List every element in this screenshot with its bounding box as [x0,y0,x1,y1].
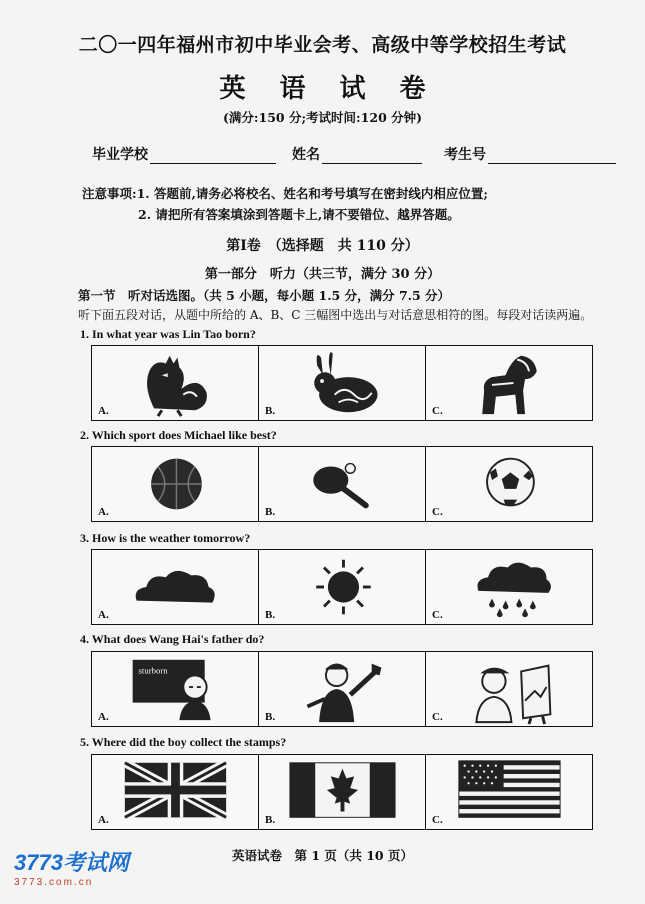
option-label: C. [432,814,443,826]
option-label: A. [98,814,109,826]
q4-option-c[interactable] [426,652,592,726]
option-label: B. [265,405,276,417]
question-5-options [91,754,593,830]
option-label: B. [265,506,276,518]
soccer-ball-icon [426,447,592,521]
option-label: C. [432,711,443,723]
option-label: B. [265,814,276,826]
question-3: 3. How is the weather tomorrow? [80,531,251,545]
q3-option-b[interactable] [259,550,426,624]
us-flag-icon [426,755,592,829]
option-label: C. [432,405,443,417]
option-label: A. [98,506,109,518]
name-label: 姓名 [292,147,320,163]
mechanic-icon [259,652,425,726]
exam-meta: (满分:150 分;考试时间:120 分钟) [222,110,423,125]
watermark-name: 3773考试网 [14,850,129,875]
uk-flag-icon [92,755,258,829]
notice-line-1: 注意事项:1. 答题前,请务必将校名、姓名和考号填写在密封线内相应位置; [82,186,488,201]
page-footer: 英语试卷 第 1 页（共 10 页） [231,848,413,863]
blackboard-text: sturborn [138,665,168,676]
school-blank [150,149,276,164]
ping-pong-paddle-icon [259,447,425,521]
rain-cloud-icon [426,550,592,624]
rooster-icon [92,346,258,420]
option-label: B. [265,711,276,723]
q4-option-b[interactable] [259,652,426,726]
option-label: A. [98,609,109,621]
option-label: B. [265,609,276,621]
q1-option-a[interactable] [92,346,259,420]
q5-option-b[interactable] [259,755,426,829]
q5-option-a[interactable] [92,755,259,829]
teacher-icon [92,652,258,726]
subject-title: 英语试卷 [219,74,460,104]
cloud-icon [92,550,258,624]
painter-icon [426,652,592,726]
exam-no-blank [488,149,616,164]
question-4-options [91,651,593,727]
sun-icon [259,550,425,624]
name-field [292,144,422,164]
instructions: 听下面五段对话，从题中所给的 A、B、C 三幅图中选出与对话意思相符的图。每段对话读两遍。 [78,308,593,322]
watermark-logo [14,846,129,888]
section-title: 第一节 听对话选图。（共 5 小题，每小题 1.5 分，满分 7.5 分） [78,288,451,303]
part-title: 第一部分 听力（共三节，满分 30 分） [204,267,441,282]
school-field [92,144,276,164]
question-1: 1. In what year was Lin Tao born? [80,327,256,341]
exam-no-field [444,144,616,164]
rabbit-icon [259,346,425,420]
question-3-options [91,549,593,625]
canada-flag-icon [259,755,425,829]
exam-title: 二〇一四年福州市初中毕业会考、高级中等学校招生考试 [78,34,567,56]
watermark-url: 3773.com.cn [14,877,94,888]
volume-title: 第Ⅰ卷 （选择题 共 110 分） [226,238,419,254]
option-label: A. [98,405,109,417]
option-label: C. [432,609,443,621]
q2-option-a[interactable] [92,447,259,521]
q3-option-a[interactable] [92,550,259,624]
basketball-icon [92,447,258,521]
q5-option-c[interactable] [426,755,592,829]
question-2-options [91,446,593,522]
q1-option-c[interactable] [426,346,592,420]
exam-no-label: 考生号 [444,147,486,163]
q2-option-b[interactable] [259,447,426,521]
question-1-options [91,345,593,421]
option-label: A. [98,711,109,723]
q1-option-b[interactable] [259,346,426,420]
notice-line-2: 2. 请把所有答案填涂到答题卡上,请不要错位、越界答题。 [138,207,460,222]
q3-option-c[interactable] [426,550,592,624]
question-2: 2. Which sport does Michael like best? [80,428,277,442]
q4-option-a[interactable] [92,652,259,726]
option-label: C. [432,506,443,518]
question-5: 5. Where did the boy collect the stamps? [80,735,287,749]
name-blank [322,149,422,164]
horse-icon [426,346,592,420]
q2-option-c[interactable] [426,447,592,521]
question-4: 4. What does Wang Hai's father do? [80,632,265,646]
school-label: 毕业学校 [92,147,148,163]
